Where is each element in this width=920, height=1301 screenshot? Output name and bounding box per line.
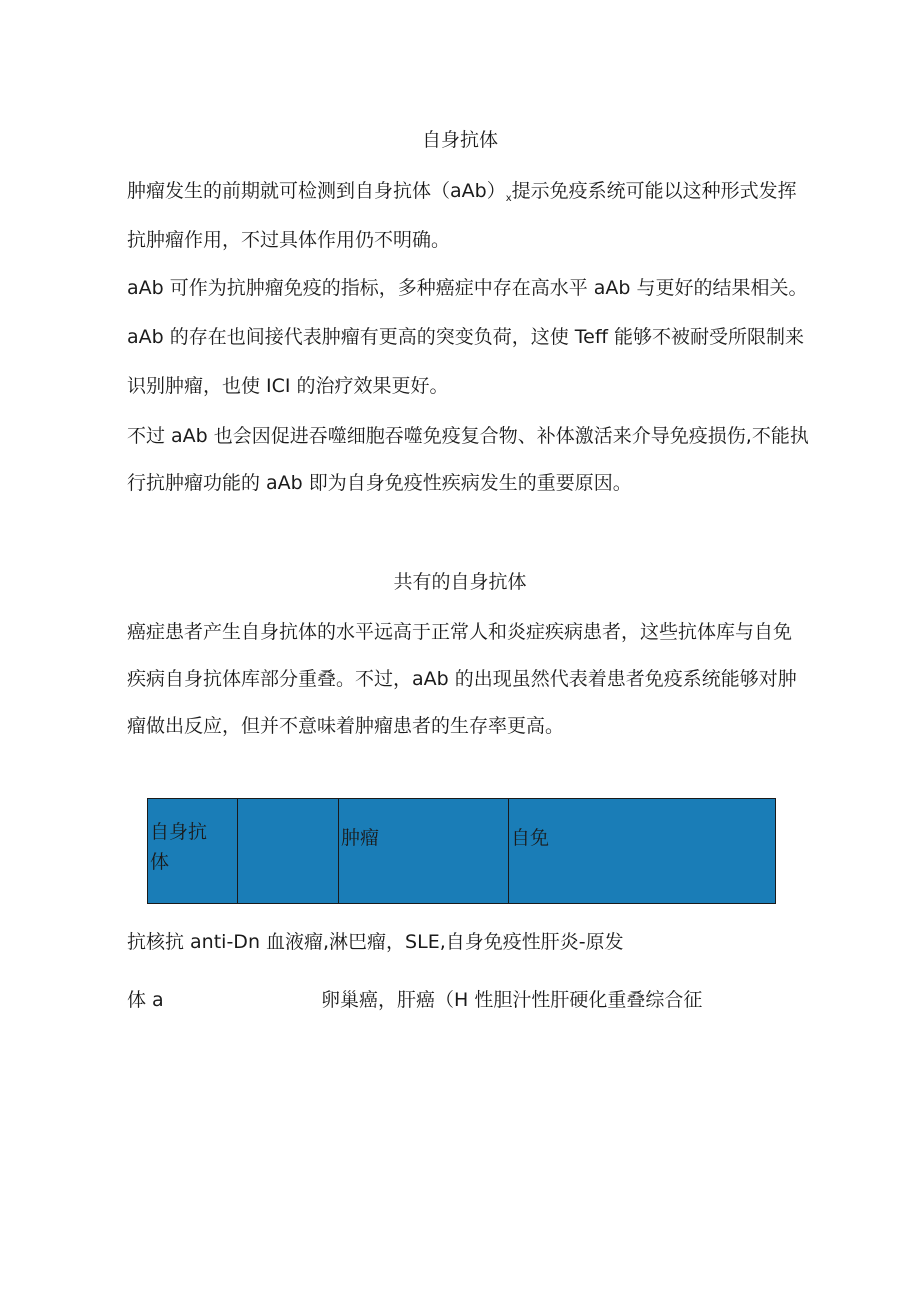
paragraph-line: 抗肿瘤作用，不过具体作用仍不明确。 [127, 229, 451, 251]
table-header-cell [238, 799, 339, 903]
table-header-row [147, 798, 776, 904]
text-run: 肿瘤发生的前期就可检测到自身抗体（aAb） [127, 180, 506, 202]
section-heading-autoantibody: 自身抗体 [421, 129, 498, 151]
paragraph-line: 识别肿瘤，也使 ICI 的治疗效果更好。 [127, 375, 449, 397]
table-header-cell [339, 799, 509, 903]
paragraph-line: aAb 的存在也间接代表肿瘤有更高的突变负荷，这使 Teff 能够不被耐受所限制来 [127, 326, 804, 348]
paragraph-line: 癌症患者产生自身抗体的水平远高于正常人和炎症疾病患者，这些抗体库与自免 [127, 621, 793, 643]
subscript-mark: x [505, 193, 512, 204]
paragraph-line: 瘤做出反应，但并不意味着肿瘤患者的生存率更高。 [127, 715, 565, 737]
section-heading-shared-autoantibody: 共有的自身抗体 [393, 571, 527, 593]
paragraph-line [127, 179, 797, 211]
header-tumor: 肿瘤 [341, 827, 380, 849]
paragraph-line: 行抗肿瘤功能的 aAb 即为自身免疫性疾病发生的重要原因。 [127, 472, 632, 494]
header-autoimmune: 自免 [511, 827, 550, 849]
text-run: 提示免疫系统可能以这种形式发挥 [511, 180, 797, 202]
paragraph-line: 疾病自身抗体库部分重叠。不过，aAb 的出现虽然代表着患者免疫系统能够对肿 [127, 668, 797, 690]
paragraph-line: 不过 aAb 也会因促进吞噬细胞吞噬免疫复合物、补体激活来介导免疫损伤,不能执 [127, 425, 809, 447]
paragraph-line: aAb 可作为抗肿瘤免疫的指标，多种癌症中存在高水平 aAb 与更好的结果相关。 [127, 277, 808, 299]
header-autoantibody: 自身抗体 [150, 821, 208, 873]
table-header-cell [148, 799, 238, 903]
table-body-line-left: 体 a [127, 989, 164, 1011]
table-body-line: 抗核抗 anti-Dn 血液瘤,淋巴瘤，SLE,自身免疫性肝炎-原发 [127, 931, 624, 953]
table-body-line-right: 卵巢癌，肝癌（H 性胆汁性肝硬化重叠综合征 [321, 989, 703, 1011]
table-header-cell [509, 799, 775, 903]
